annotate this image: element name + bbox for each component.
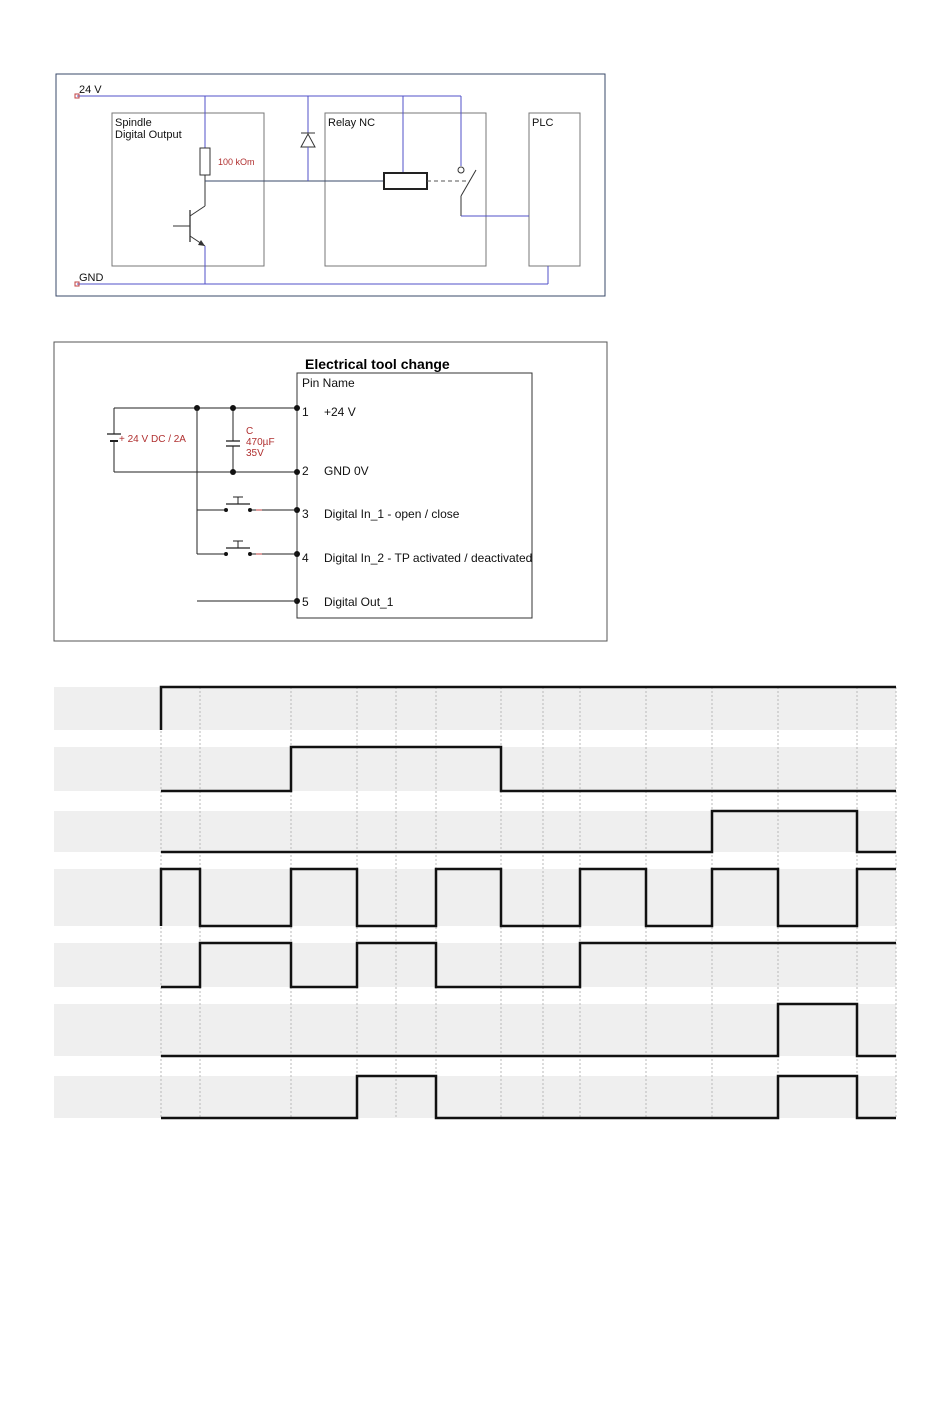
switch2-contact — [248, 552, 252, 556]
cap-label-line1: C — [246, 426, 254, 437]
pin-3-name: Digital In_1 - open / close — [324, 507, 460, 521]
cap-label-line2: 470µF — [246, 437, 275, 448]
tool-change-title: Electrical tool change — [305, 356, 450, 372]
signal-lane-1 — [54, 687, 896, 730]
pin-dot — [294, 469, 300, 475]
pin-4-name: Digital In_2 - TP activated / deactivated — [324, 551, 533, 565]
resistor-label: 100 kOm — [218, 157, 255, 167]
relay-diagram-frame — [56, 74, 605, 296]
pin-2-name: GND 0V — [324, 464, 369, 478]
cap-label-line3: 35V — [246, 448, 264, 459]
timing-diagram — [54, 687, 896, 1118]
signal-lane-3 — [54, 811, 896, 852]
pin-3-number: 3 — [302, 507, 309, 521]
pin-4-number: 4 — [302, 551, 309, 565]
signal-lane-7 — [54, 1076, 896, 1118]
pin-2-number: 2 — [302, 464, 309, 478]
tool-change-diagram — [54, 342, 607, 641]
signal-lane-5 — [54, 943, 896, 987]
relay-wiring-diagram — [56, 74, 605, 296]
signal-lane-6 — [54, 1004, 896, 1056]
junction-dot — [230, 405, 236, 411]
relay-coil — [384, 173, 427, 189]
pin-5-number: 5 — [302, 595, 309, 609]
plc-label: PLC — [532, 117, 554, 129]
junction-dot — [230, 469, 236, 475]
pin-1-name: +24 V — [324, 405, 356, 419]
spindle-label-line1: Spindle — [115, 117, 152, 129]
connector-header: Pin Name — [302, 376, 355, 390]
pin-1-number: 1 — [302, 405, 309, 419]
supply-label: 24 V — [79, 84, 102, 96]
supply-label: + 24 V DC / 2A — [119, 434, 186, 445]
pin-dot — [294, 405, 300, 411]
switch1-contact — [224, 508, 228, 512]
switch2-contact — [224, 552, 228, 556]
ground-label: GND — [79, 272, 104, 284]
spindle-label-line2: Digital Output — [115, 129, 182, 141]
signal-lane-2 — [54, 747, 896, 791]
signal-lane-4 — [54, 869, 896, 926]
switch1-contact — [248, 508, 252, 512]
relay-label: Relay NC — [328, 117, 376, 129]
pin-5-name: Digital Out_1 — [324, 595, 394, 609]
resistor-symbol — [200, 148, 210, 175]
